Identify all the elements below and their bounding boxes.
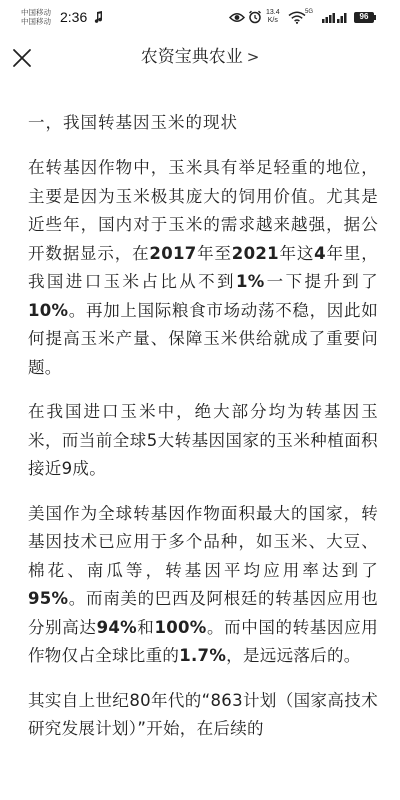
carrier-label-1: 中国移动	[21, 8, 51, 17]
battery-level: 96	[359, 12, 369, 21]
carrier-label-2: 中国移动	[21, 17, 51, 26]
highlight-2017: 2017	[149, 243, 197, 263]
battery-icon	[354, 12, 374, 23]
page-title[interactable]	[0, 46, 400, 68]
wifi-icon	[288, 11, 306, 24]
paragraph-2: 在我国进口玉米中，绝大部分均为转基因玉米，而当前全球5大转基因国家的玉米种植面积接近9成。	[28, 402, 378, 478]
title-bar	[0, 34, 400, 82]
paragraph-1-text-f: 一下提升到了	[264, 272, 378, 291]
status-time: 2:36	[60, 9, 88, 25]
wifi-band-label: 5G	[305, 9, 314, 15]
chevron-right-icon: >	[246, 48, 260, 66]
paragraph-3-text-e: 。而中国的转基因应用作物仅占全球比重的	[28, 617, 379, 665]
highlight-100-percent: 100%	[154, 617, 207, 637]
paragraph-4: 其实自上世纪80年代的“863计划（国家高技术研究发展计划）”开始，在后续的	[28, 690, 378, 738]
highlight-95-percent: 95%	[28, 589, 69, 608]
paragraph-1-text-a: 在转基因作物中，玉米具有举足轻重的地位，主要是因为玉米极其庞大的饲用价值。尤其是近些年，国内对于玉米的需求越来越强，据公开数据显示，在	[28, 158, 378, 263]
highlight-10-percent: 10%	[28, 300, 69, 320]
network-speed	[266, 9, 280, 25]
highlight-1-percent: 1%	[235, 272, 265, 291]
network-speed-value: 13.4	[266, 9, 280, 16]
paragraph-3-text-c: 。而南美的巴西及阿根廷的转基因应用也分别高达	[28, 589, 378, 637]
article-body	[28, 104, 378, 760]
highlight-2021: 2021	[231, 243, 279, 263]
paragraph-1-text-g: 。再加上国际粮食市场动荡不稳，因此如何提高玉米产量、保障玉米供给就成了重要问题。	[28, 300, 378, 377]
paragraph-3-text-d: 和	[136, 617, 155, 637]
music-note-icon	[93, 11, 103, 23]
paragraph-1	[28, 154, 378, 382]
paragraph-1-text-c: 年至	[196, 243, 232, 263]
paragraph-1-text-d: 年这	[278, 243, 315, 263]
carrier-info	[21, 8, 51, 26]
paragraph-3-text-a: 美国作为全球转基因作物面积最大的国家，转基因技术已应用于多个品种，如玉米、大豆、棉花、南瓜等，转基因平均应用率达到了	[28, 503, 378, 580]
paragraph-3-text-f: ，是远远落后的。	[226, 646, 361, 665]
highlight-94-percent: 94%	[96, 617, 137, 637]
network-speed-unit: K/s	[267, 17, 278, 24]
paragraph-3	[28, 500, 378, 671]
signal-icon	[322, 11, 348, 23]
highlight-4: 4	[314, 243, 326, 263]
highlight-1-7-percent: 1.7%	[179, 646, 227, 665]
page-title-text: 农资宝典农业	[140, 47, 243, 67]
eye-icon	[229, 12, 245, 23]
status-bar	[0, 0, 400, 34]
battery-tip	[374, 15, 376, 20]
alarm-icon	[248, 10, 262, 24]
section-heading: 一，我国转基因玉米的现状	[28, 113, 238, 132]
paragraph-1-text-e: 年里，我国进口玉米占比从不到	[28, 243, 378, 291]
